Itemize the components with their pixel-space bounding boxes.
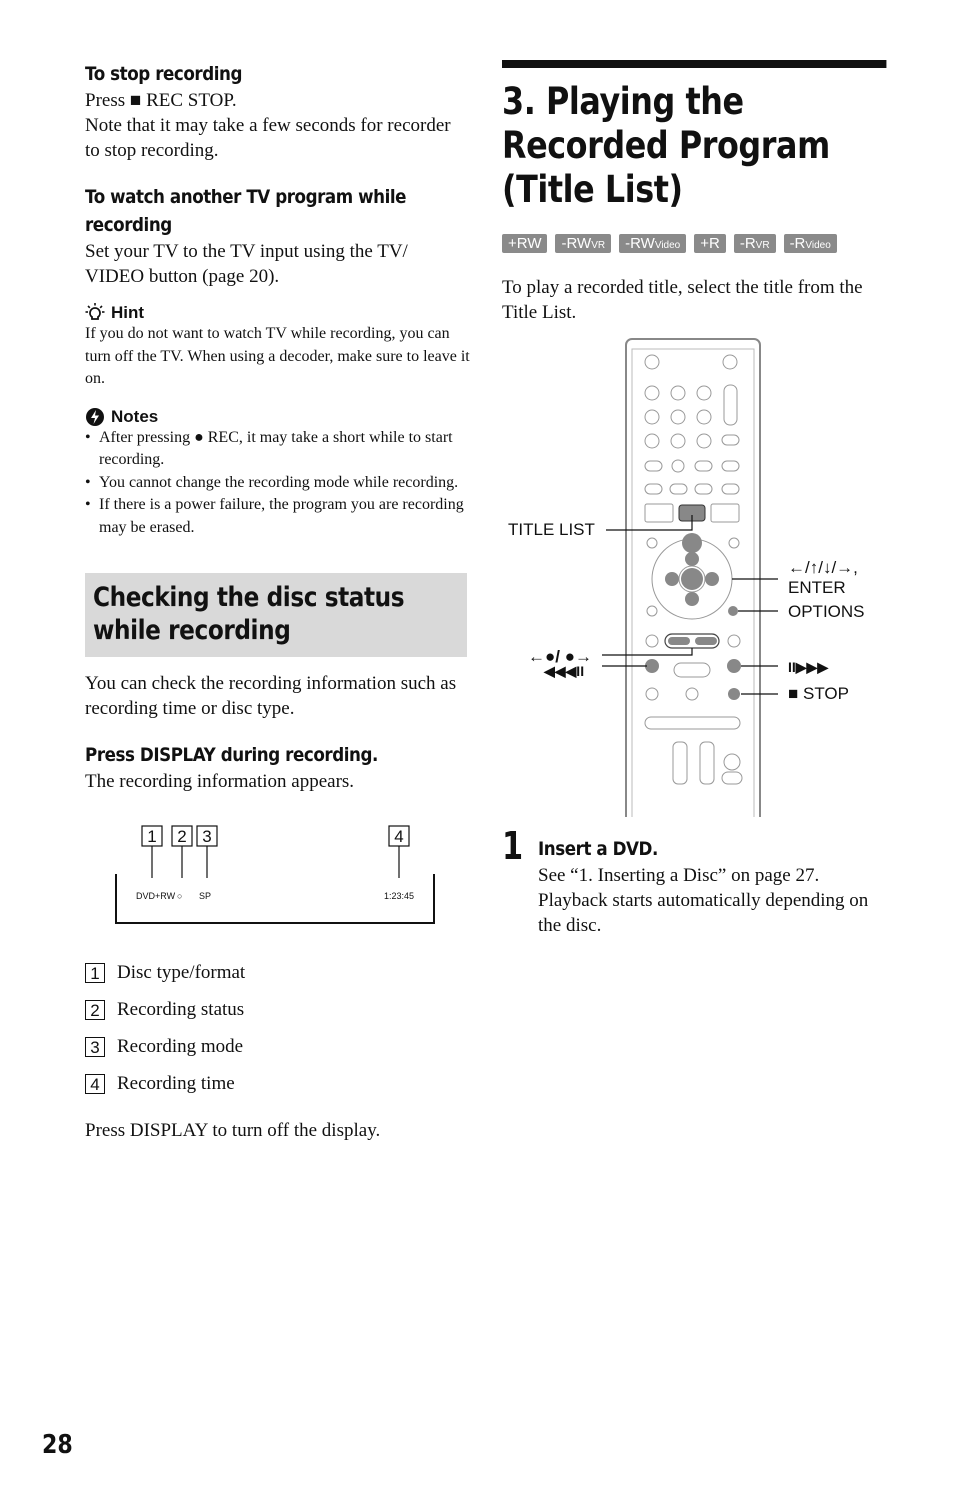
status-badge: -RWVR	[555, 234, 611, 253]
step-number: 1	[502, 824, 524, 868]
section-title: Checking the disc status while recording	[93, 582, 405, 646]
callout-1: 1	[147, 827, 157, 846]
callout-3: 3	[202, 827, 212, 846]
status-badge: -RVideo	[784, 234, 837, 253]
notes-list	[85, 427, 470, 540]
step-1	[502, 824, 887, 938]
list-item: • After pressing ● REC, it may take a short while to start recording.	[85, 427, 470, 472]
time-text: 1:23:45	[384, 891, 415, 901]
status-badge: -RWVideo	[619, 234, 686, 253]
list-item: 1 Disc type/format	[85, 954, 470, 991]
mode-text: SP	[199, 891, 212, 901]
hint-heading: Hint	[85, 303, 470, 323]
remote-control-diagram	[502, 337, 887, 817]
status-badge: +R	[694, 234, 726, 253]
rewind-label: ◀◀◀II	[544, 663, 585, 679]
legend-list	[85, 954, 470, 1102]
display-diagram	[85, 814, 455, 944]
disc-type-text: DVD+RW	[136, 891, 176, 901]
left-column	[85, 60, 470, 1143]
enter-label: ENTER	[788, 578, 846, 597]
forward-label: II▶▶▶	[788, 659, 829, 675]
status-badge: -RVR	[734, 234, 776, 253]
section-title-box	[85, 573, 467, 657]
disc-badges	[502, 234, 862, 253]
notes-icon	[85, 407, 105, 427]
watch-another-heading: To watch another TV program while recording	[85, 186, 407, 236]
callout-2: 2	[177, 827, 187, 846]
recording-status-icon: ○	[177, 891, 183, 901]
press-display-text: The recording information appears.	[85, 771, 355, 792]
page-title: 3. Playing the Recorded Program (Title List)	[502, 60, 886, 212]
list-item: 2 Recording status	[85, 991, 470, 1028]
stop-recording-text: Note that it may take a few seconds for recorder to stop recording.	[85, 115, 451, 161]
step-text: See “1. Inserting a Disc” on page 27. Playback starts automatically depending on the disc.	[538, 865, 869, 936]
page-number: 28	[42, 1430, 73, 1460]
footer-text: Press DISPLAY to turn off the display.	[85, 1120, 381, 1141]
skip-label: ←●/ ●→	[528, 647, 592, 666]
notes-heading: Notes	[85, 407, 470, 427]
stop-symbol-icon: ■	[129, 90, 142, 111]
title-list-label: TITLE LIST	[508, 520, 595, 539]
arrows-label: ←/↑/↓/→,	[788, 558, 858, 577]
intro-text: To play a recorded title, select the title from the Title List.	[502, 277, 863, 323]
step-heading: Insert a DVD.	[538, 838, 658, 860]
status-badge: +RW	[502, 234, 547, 253]
lightbulb-icon	[85, 303, 105, 323]
stop-label: ■ STOP	[788, 684, 849, 703]
options-label: OPTIONS	[788, 602, 865, 621]
callout-4: 4	[394, 827, 404, 846]
right-column	[502, 60, 887, 938]
list-item: • You cannot change the recording mode while recording.	[85, 472, 470, 495]
section-intro: You can check the recording information such as recording time or disc type.	[85, 673, 457, 719]
list-item: 4 Recording time	[85, 1065, 470, 1102]
list-item: • If there is a power failure, the program you are recording may be erased.	[85, 494, 470, 539]
list-item: 3 Recording mode	[85, 1028, 470, 1065]
hint-text: If you do not want to watch TV while recording, you can turn off the TV. When using a decoder, make sure to leave it on.	[85, 325, 470, 387]
stop-recording-line: Press ■ REC STOP.	[85, 90, 237, 111]
press-display-heading: Press DISPLAY during recording.	[85, 744, 378, 766]
stop-recording-heading: To stop recording	[85, 63, 243, 85]
watch-another-text: Set your TV to the TV input using the TV/ VIDEO button (page 20).	[85, 241, 408, 287]
